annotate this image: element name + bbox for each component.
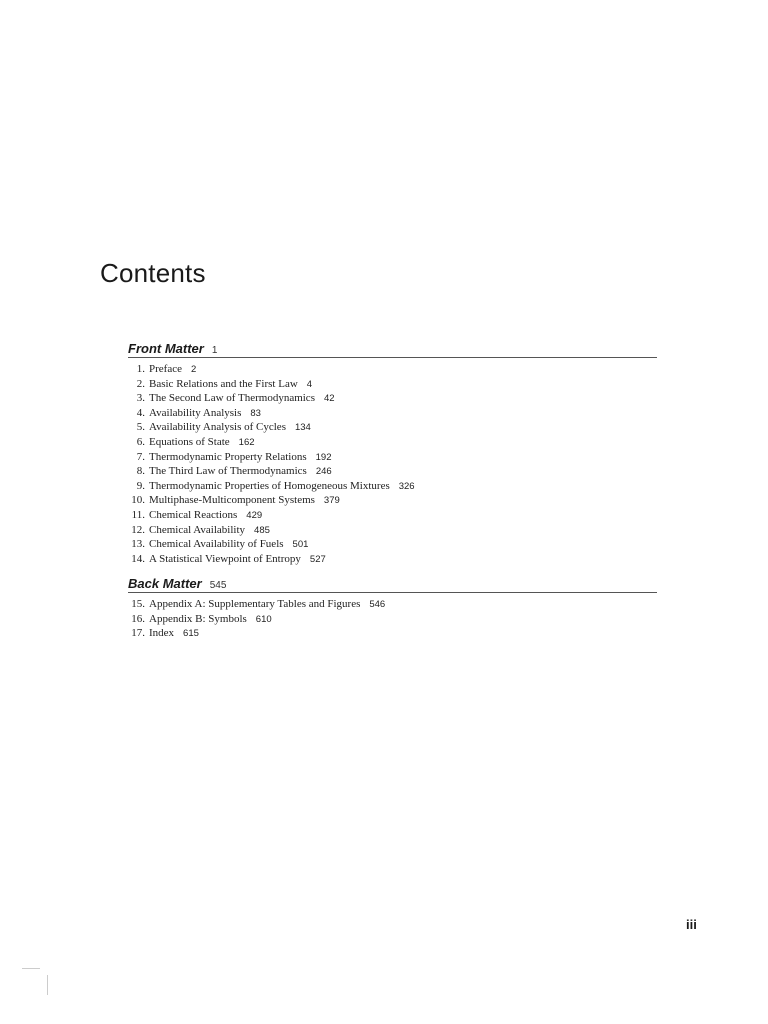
entry-page: 192 bbox=[315, 451, 332, 463]
entry-page: 527 bbox=[309, 553, 326, 565]
front-matter-section bbox=[115, 341, 657, 565]
entry-number: 16. bbox=[131, 612, 145, 625]
entry-number: 3. bbox=[136, 392, 145, 405]
entry-page: 134 bbox=[294, 422, 311, 434]
entry-number: 17. bbox=[131, 627, 145, 640]
toc-entry[interactable] bbox=[115, 449, 657, 464]
entry-title: Equations of State bbox=[149, 435, 230, 448]
front-matter-page: 1 bbox=[211, 345, 218, 356]
back-matter-list bbox=[115, 596, 657, 640]
entry-title: The Third Law of Thermodynamics bbox=[149, 465, 307, 478]
entry-title: Appendix B: Symbols bbox=[149, 612, 247, 625]
toc-entry[interactable] bbox=[115, 405, 657, 420]
toc-entry[interactable] bbox=[115, 507, 657, 522]
back-matter-section bbox=[115, 576, 657, 640]
entry-page: 246 bbox=[315, 466, 332, 478]
entry-title: Index bbox=[149, 627, 175, 640]
entry-title: Availability Analysis of Cycles bbox=[149, 421, 286, 434]
toc-entry[interactable] bbox=[115, 376, 657, 391]
front-matter-title[interactable]: Front Matter bbox=[128, 341, 204, 356]
entry-page: 326 bbox=[398, 480, 415, 492]
page-number: iii bbox=[686, 917, 697, 932]
toc-entry[interactable] bbox=[115, 551, 657, 566]
entry-page: 615 bbox=[183, 628, 199, 640]
entry-page: 485 bbox=[254, 524, 270, 536]
entry-number: 2. bbox=[136, 377, 145, 390]
crop-mark-vertical bbox=[47, 975, 48, 995]
entry-title: Chemical Availability of Fuels bbox=[149, 538, 284, 551]
toc-entry[interactable] bbox=[115, 361, 657, 376]
toc-entry[interactable] bbox=[115, 478, 657, 493]
entry-title: Chemical Availability bbox=[149, 523, 246, 536]
entry-page: 610 bbox=[255, 613, 272, 625]
entry-title: Appendix A: Supplementary Tables and Figures bbox=[149, 598, 361, 610]
entry-title: The Second Law of Thermodynamics bbox=[149, 392, 315, 405]
entry-number: 4. bbox=[136, 406, 145, 419]
entry-title: Multiphase-Multicomponent Systems bbox=[149, 494, 315, 507]
entry-number: 6. bbox=[136, 435, 145, 448]
toc-entry[interactable] bbox=[115, 536, 657, 551]
entry-title: Thermodynamic Property Relations bbox=[149, 450, 307, 463]
toc-entry[interactable] bbox=[115, 596, 657, 611]
entry-page: 42 bbox=[323, 393, 335, 405]
front-matter-list bbox=[115, 361, 657, 565]
back-matter-header bbox=[128, 576, 657, 593]
entry-title: A Statistical Viewpoint of Entropy bbox=[149, 552, 301, 565]
entry-number: 12. bbox=[131, 523, 145, 536]
entry-number: 7. bbox=[136, 450, 145, 463]
entry-number: 14. bbox=[131, 552, 145, 565]
entry-number: 13. bbox=[131, 538, 145, 551]
toc-entry[interactable] bbox=[115, 419, 657, 434]
toc-entry[interactable] bbox=[115, 463, 657, 478]
front-matter-header bbox=[128, 341, 657, 358]
entry-page: 83 bbox=[250, 407, 261, 419]
crop-mark-horizontal bbox=[22, 968, 40, 969]
entry-number: 11. bbox=[131, 508, 145, 521]
entry-page: 546 bbox=[369, 599, 386, 610]
toc-entry[interactable] bbox=[115, 522, 657, 537]
toc-entry[interactable] bbox=[115, 611, 657, 626]
entry-title: Thermodynamic Properties of Homogeneous Mixtures bbox=[149, 479, 390, 492]
entry-page: 4 bbox=[306, 378, 313, 390]
toc-entry[interactable] bbox=[115, 390, 657, 405]
back-matter-page: 545 bbox=[209, 580, 227, 591]
toc-entry[interactable] bbox=[115, 434, 657, 449]
entry-page: 429 bbox=[246, 509, 263, 521]
entry-page: 379 bbox=[323, 495, 340, 507]
contents-heading: Contents bbox=[100, 258, 206, 288]
entry-page: 501 bbox=[292, 539, 309, 551]
entry-number: 1. bbox=[136, 363, 145, 375]
back-matter-title[interactable]: Back Matter bbox=[128, 576, 202, 591]
toc-entry[interactable] bbox=[115, 492, 657, 507]
entry-number: 9. bbox=[136, 479, 145, 492]
entry-page: 162 bbox=[238, 436, 255, 448]
entry-number: 8. bbox=[136, 465, 145, 478]
entry-number: 10. bbox=[131, 494, 145, 507]
toc-entry[interactable] bbox=[115, 625, 657, 640]
entry-title: Availability Analysis bbox=[149, 406, 242, 419]
entry-title: Basic Relations and the First Law bbox=[149, 377, 298, 390]
entry-page: 2 bbox=[190, 364, 197, 375]
entry-title: Preface bbox=[149, 363, 182, 375]
entry-number: 15. bbox=[131, 598, 145, 610]
entry-number: 5. bbox=[136, 421, 145, 434]
entry-title: Chemical Reactions bbox=[149, 508, 238, 521]
